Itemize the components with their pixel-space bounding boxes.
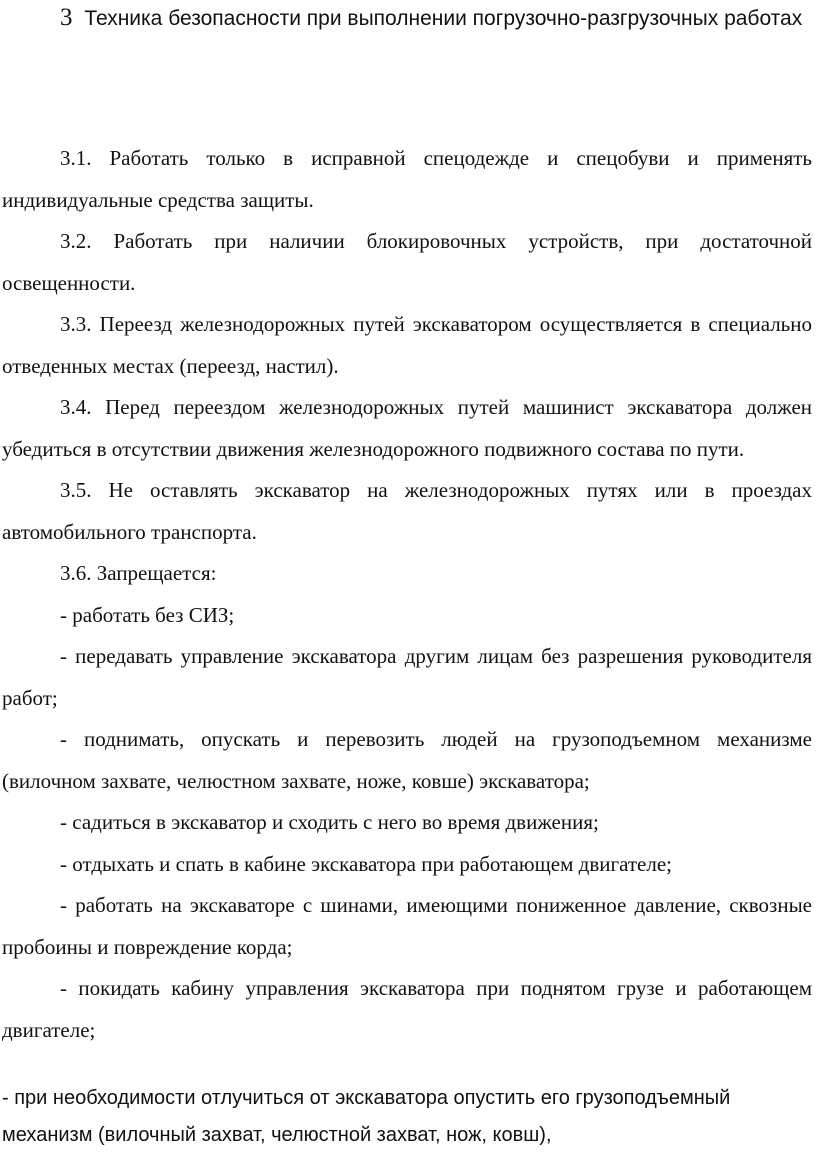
section-title: Техника безопасности при выполнении погрузочно-разгрузочных работах (84, 7, 803, 30)
paragraph-3-5: 3.5. Не оставлять экскаватор на железнодорожных путях или в проездах автомобильного транспорта. (2, 478, 812, 544)
list-item-rest-in-cab: - отдыхать и спать в кабине экскаватора при работающем двигателе; (60, 851, 672, 876)
paragraph-3-3: 3.3. Переезд железнодорожных путей экскаватором осуществляется в специально отведенных местах (переезд, настил). (2, 312, 812, 378)
list-item-lower-mechanism (2, 1080, 812, 1154)
list-item-lift-people: - поднимать, опускать и перевозить людей на грузоподъемном механизме (вилочном захвате, челюстном захвате, ноже, ковше) экскаватора; (2, 727, 812, 793)
list-item-transfer-control: - передавать управление экскаватора другим лицам без разрешения руководителя работ; (2, 644, 812, 710)
list-item-board-moving: - садиться в экскаватор и сходить с него во время движения; (60, 810, 599, 834)
paragraph-3-4: 3.4. Перед переездом железнодорожных путей машинист экскаватора должен убедиться в отсутствии движения железнодорожного подвижного состава по пути. (2, 395, 812, 461)
section-heading (60, 2, 812, 34)
document-body (2, 138, 812, 1051)
list-item-tires: - работать на экскаваторе с шинами, имеющими пониженное давление, сквозные пробоины и повреждение корда; (2, 893, 812, 959)
footer-line-1: - при необходимости отлучиться от экскаватора опустить его грузоподъемный (2, 1087, 731, 1109)
list-item-leave-cab: - покидать кабину управления экскаватора при поднятом грузе и работающем двигателе; (2, 976, 812, 1042)
paragraph-3-6: 3.6. Запрещается: (60, 561, 217, 585)
footer-line-2: механизм (вилочный захват, челюстной захват, нож, ковш), (2, 1124, 552, 1146)
paragraph-3-2: 3.2. Работать при наличии блокировочных устройств, при достаточной освещенности. (2, 229, 812, 295)
paragraph-3-1: 3.1. Работать только в исправной спецодежде и спецобуви и применять индивидуальные средства защиты. (2, 146, 812, 212)
section-number: 3 (60, 4, 73, 31)
list-item-no-ppe: - работать без СИЗ; (60, 602, 235, 627)
